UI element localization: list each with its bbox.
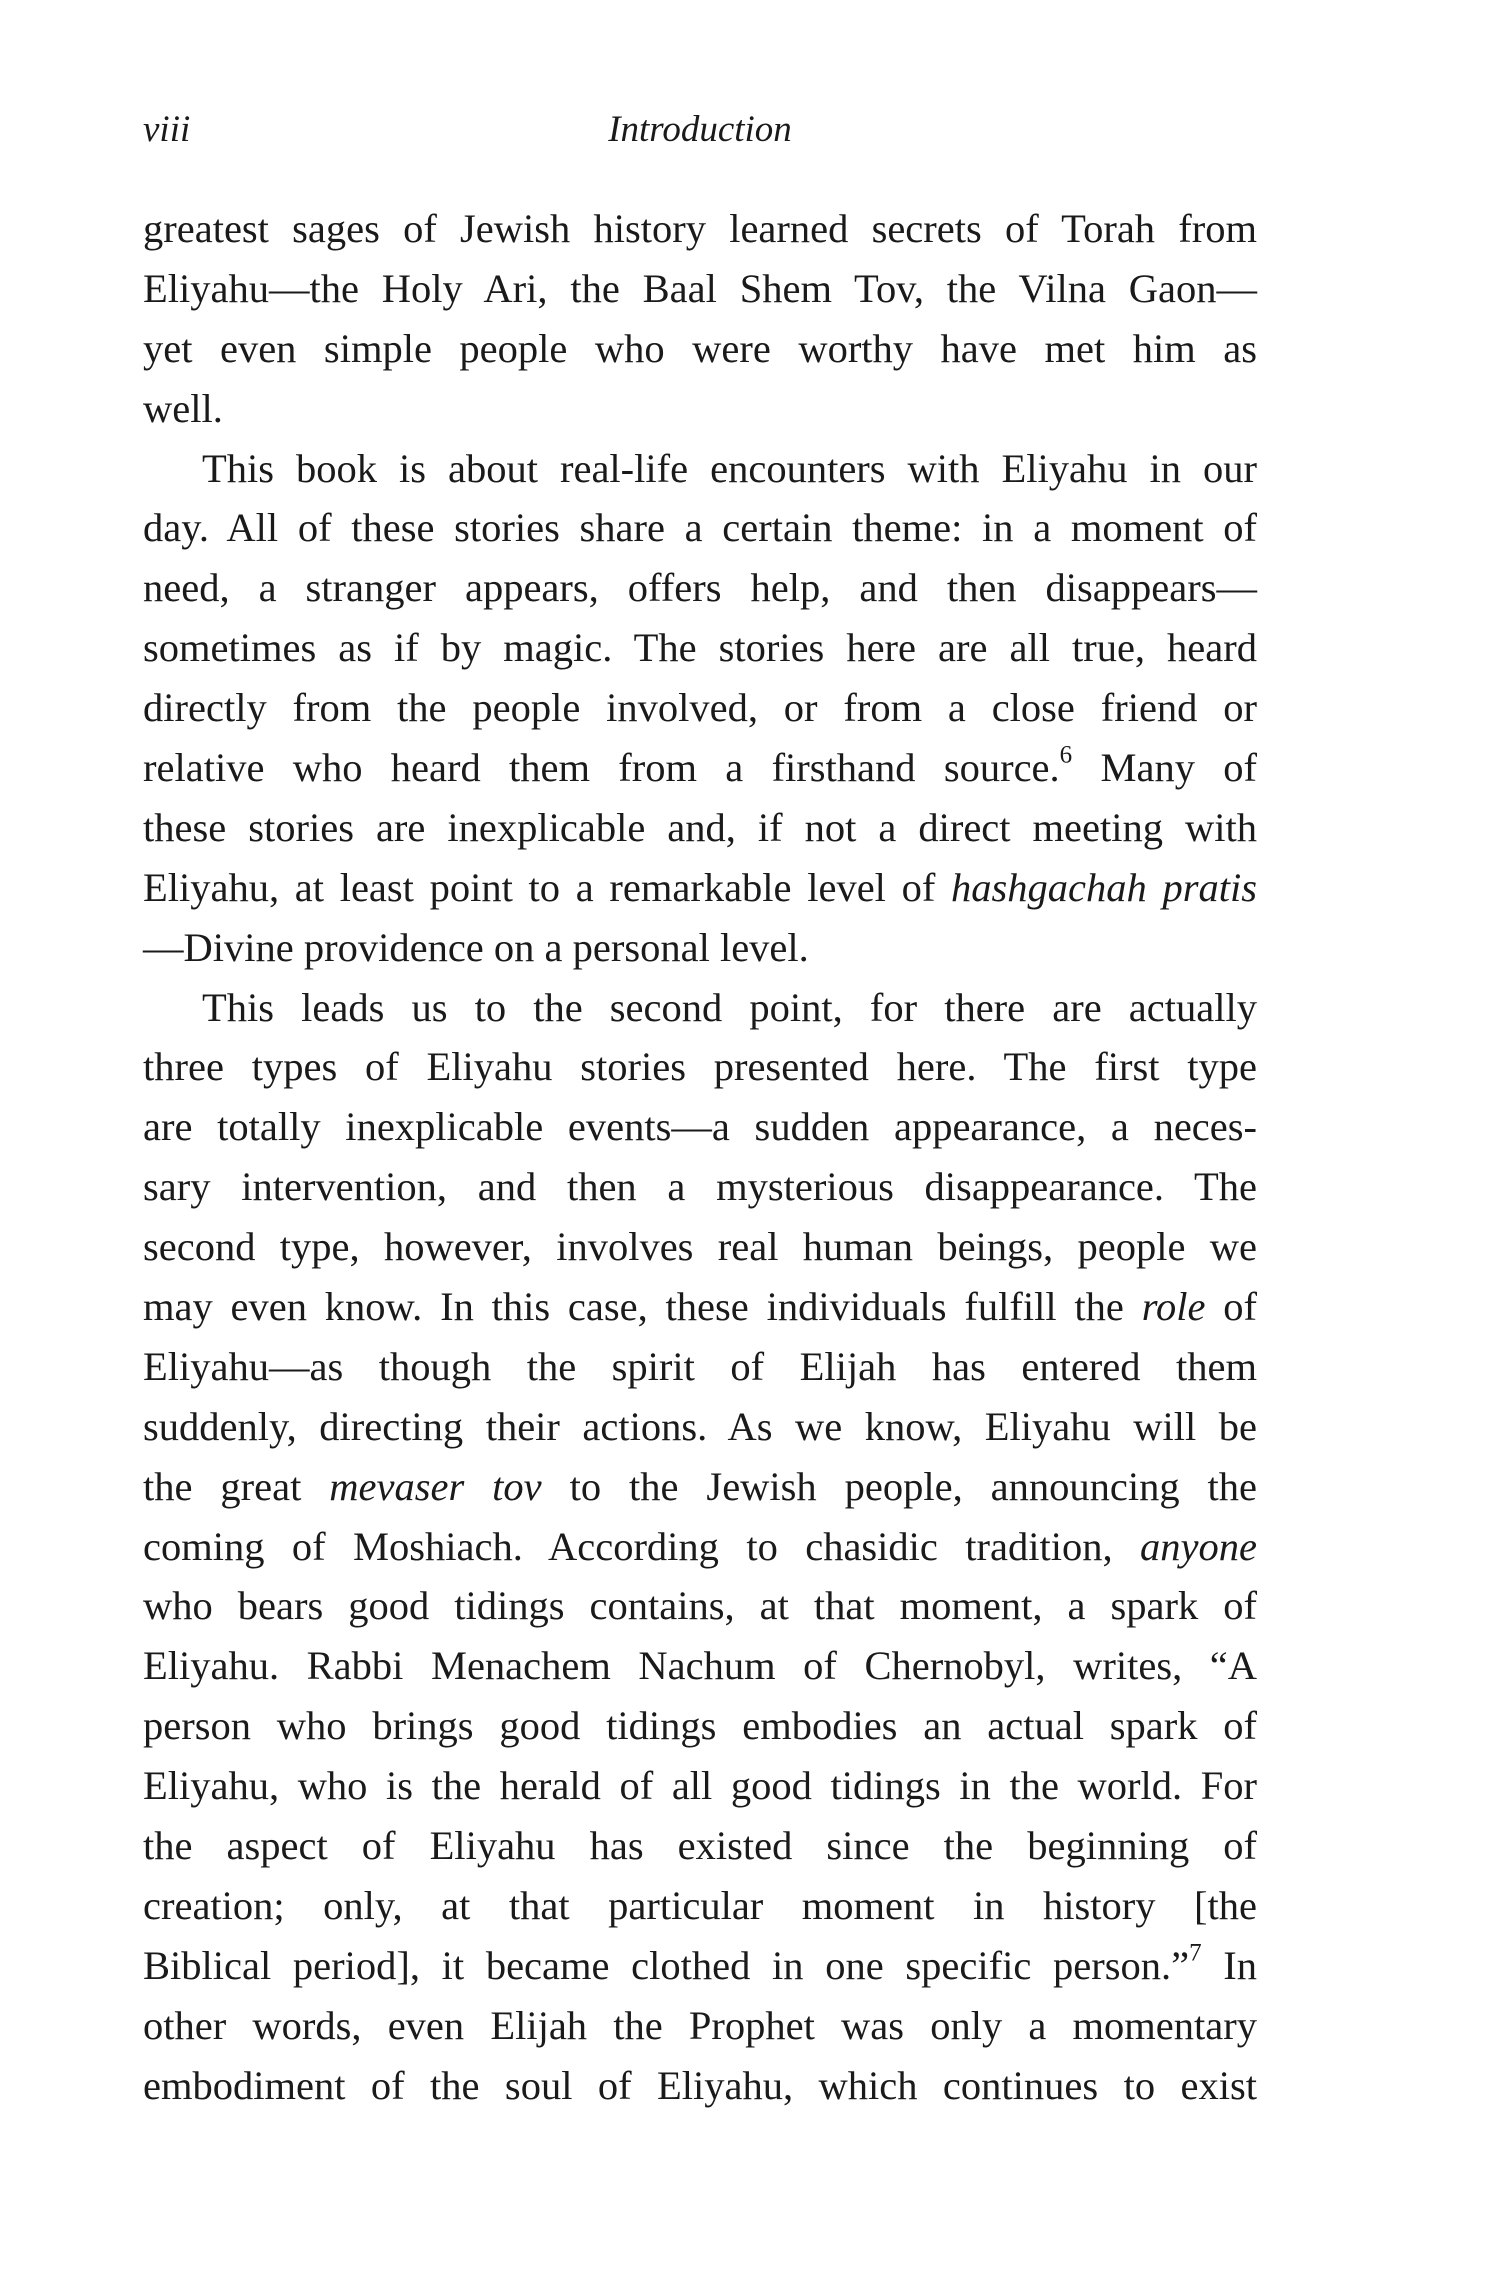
text-line: sometimes as if by magic. The stories here are all true, heard	[143, 625, 1257, 671]
paragraph	[143, 978, 1257, 2116]
text-line	[143, 1457, 1257, 1517]
text-line: Eliyahu, who is the herald of all good tidings in the world. For	[143, 1763, 1257, 1809]
text-run: Eliyahu, at least point to a remarkable level of	[143, 864, 952, 910]
text-line: who bears good tidings contains, at that moment, a spark of	[143, 1583, 1257, 1629]
text-run: coming of Moshiach. According to chasidic tradition,	[143, 1523, 1141, 1569]
text-run: may even know. In this case, these individuals fulfill the	[143, 1284, 1142, 1330]
text-line: Eliyahu—as though the spirit of Elijah has entered them	[143, 1343, 1257, 1389]
text-line: creation; only, at that particular moment in history [the	[143, 1882, 1257, 1928]
italic-term: hashgachah pratis	[951, 864, 1257, 910]
text-line: day. All of these stories share a certain theme: in a moment of	[143, 505, 1257, 551]
text-run: Many of	[1072, 745, 1257, 791]
text-line: three types of Eliyahu stories presented here. The first type	[143, 1044, 1257, 1090]
text-line	[143, 858, 1257, 918]
text-line	[143, 1517, 1257, 1577]
text-line: suddenly, directing their actions. As we know, Eliyahu will be	[143, 1403, 1257, 1449]
text-run: the great	[143, 1463, 330, 1509]
footnote-ref[interactable]: 6	[1059, 741, 1073, 769]
text-line: sary intervention, and then a mysterious disappearance. The	[143, 1164, 1257, 1210]
text-line: Eliyahu. Rabbi Menachem Nachum of Chernobyl, writes, “A	[143, 1643, 1257, 1689]
text-line	[143, 1277, 1257, 1337]
italic-term: mevaser tov	[329, 1463, 542, 1509]
text-line: person who brings good tidings embodies an actual spark of	[143, 1703, 1257, 1749]
text-line: embodiment of the soul of Eliyahu, which continues to exist	[143, 2062, 1257, 2108]
italic-term: anyone	[1140, 1523, 1257, 1569]
text-line: directly from the people involved, or from a close friend or	[143, 685, 1257, 731]
paragraph	[143, 439, 1257, 978]
text-line: the aspect of Eliyahu has existed since the beginning of	[143, 1823, 1257, 1869]
text-line: greatest sages of Jewish history learned secrets of Torah from	[143, 206, 1257, 251]
text-line	[143, 1936, 1257, 1996]
text-line: —Divine providence on a personal level.	[143, 924, 809, 970]
text-line: This leads us to the second point, for there are actually	[202, 984, 1257, 1030]
text-line: well.	[143, 385, 223, 431]
running-head	[143, 100, 1257, 160]
book-page	[143, 0, 1257, 2281]
text-line: Eliyahu—the Holy Ari, the Baal Shem Tov, the Vilna Gaon—	[143, 265, 1257, 311]
text-run: Biblical period], it became clothed in one specific person.”	[143, 1942, 1190, 1988]
text-line: need, a stranger appears, offers help, and then disappears—	[143, 565, 1257, 611]
text-run: of	[1205, 1284, 1257, 1330]
text-line	[143, 738, 1257, 798]
text-line: This book is about real-life encounters with Eliyahu in our	[202, 445, 1257, 491]
text-line: other words, even Elijah the Prophet was only a momentary	[143, 2002, 1257, 2048]
footnote-ref[interactable]: 7	[1189, 1939, 1202, 1967]
italic-term: role	[1141, 1284, 1206, 1330]
text-run: In	[1201, 1942, 1257, 1988]
paragraph	[143, 199, 1257, 439]
text-line: yet even simple people who were worthy have met him as	[143, 325, 1257, 371]
text-line: are totally inexplicable events—a sudden appearance, a neces-	[143, 1104, 1257, 1150]
running-head-title: Introduction	[608, 109, 792, 150]
text-run: to the Jewish people, announcing the	[541, 1463, 1257, 1509]
page-number: viii	[143, 109, 191, 150]
text-line: second type, however, involves real human beings, people we	[143, 1224, 1257, 1270]
text-run: relative who heard them from a firsthand source.	[143, 745, 1060, 791]
text-line: these stories are inexplicable and, if not a direct meeting with	[143, 804, 1257, 850]
body-text	[143, 199, 1257, 2116]
